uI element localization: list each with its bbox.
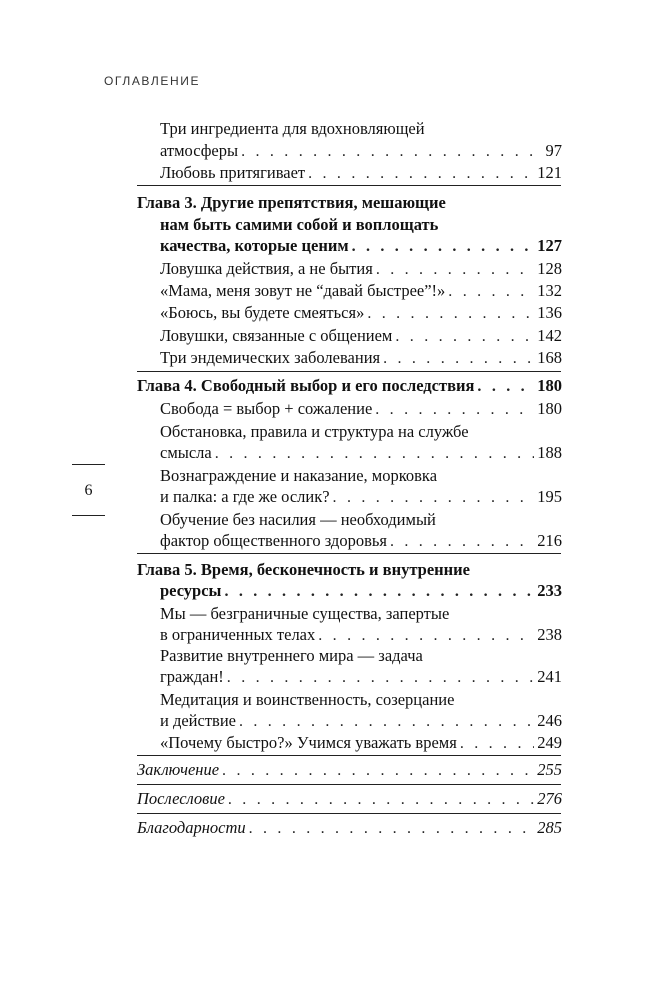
section-divider	[137, 813, 561, 814]
dot-leader	[224, 583, 534, 601]
page-number: 6	[84, 482, 93, 499]
toc-entry[interactable]	[160, 348, 562, 368]
toc-entry-line	[0, 603, 666, 625]
toc-page-number: 216	[537, 531, 562, 550]
toc-entry-title: и действие	[160, 711, 236, 730]
toc-entry[interactable]	[160, 625, 562, 645]
toc-entry-title: граждан!	[160, 667, 224, 686]
toc-entry[interactable]	[160, 487, 562, 507]
toc-entry-line	[0, 465, 666, 487]
toc-entry[interactable]	[160, 326, 562, 346]
section-divider	[137, 371, 561, 372]
running-head: ОГЛАВЛЕНИЕ	[104, 74, 201, 88]
toc-entry[interactable]	[160, 531, 562, 551]
toc-entry-line	[0, 118, 666, 140]
toc-entry-title: Ловушка действия, а не бытия	[160, 259, 373, 278]
chapter-heading-line	[0, 214, 666, 236]
chapter-entry[interactable]	[160, 581, 562, 601]
chapter-title: качества, которые ценим	[160, 236, 349, 255]
toc-entry-line	[0, 689, 666, 711]
chapter-heading-line	[0, 559, 666, 581]
toc-page-number: 97	[545, 141, 562, 160]
toc-entry-title: «Мама, меня зовут не “давай быстрее”!»	[160, 281, 446, 300]
toc-entry-title: Благодарности	[137, 818, 246, 837]
toc-entry-conclusion[interactable]	[137, 760, 562, 780]
dot-leader	[395, 328, 534, 346]
toc-page-number: 195	[537, 487, 562, 506]
toc-entry-title: Мы — безграничные существа, запертые	[160, 604, 450, 623]
dot-leader	[448, 283, 534, 301]
toc-entry-title: Послесловие	[137, 789, 225, 808]
dot-leader	[215, 445, 535, 463]
chapter-title: нам быть самими собой и воплощать	[160, 215, 439, 234]
chapter-title: Глава 5. Время, бесконечность и внутренние	[137, 560, 470, 579]
dot-leader	[376, 261, 534, 279]
toc-entry-line	[0, 509, 666, 531]
chapter-title: Глава 3. Другие препятствия, мешающие	[137, 193, 446, 212]
toc-page-number: 285	[537, 818, 562, 837]
dot-leader	[228, 791, 534, 809]
toc-page-number: 238	[537, 625, 562, 644]
section-divider	[137, 755, 561, 756]
toc-entry-title: Развитие внутреннего мира — задача	[160, 646, 423, 665]
toc-page-number: 249	[537, 733, 562, 752]
dot-leader	[222, 762, 534, 780]
toc-entry[interactable]	[160, 711, 562, 731]
toc-page-number: 121	[537, 163, 562, 182]
toc-entry-title: в ограниченных телах	[160, 625, 316, 644]
dot-leader	[375, 401, 534, 419]
toc-entry[interactable]	[160, 399, 562, 419]
chapter-entry[interactable]	[160, 236, 562, 256]
toc-entry-title: смысла	[160, 443, 212, 462]
section-divider	[137, 553, 561, 554]
toc-entry-title: «Боюсь, вы будете смеяться»	[160, 303, 365, 322]
toc-page-number: 180	[537, 399, 562, 418]
toc-page-number: 142	[537, 326, 562, 345]
chapter-title: Глава 4. Свободный выбор и его последствия	[137, 376, 475, 395]
toc-page-number: 128	[537, 259, 562, 278]
dot-leader	[477, 378, 534, 396]
toc-entry[interactable]	[160, 259, 562, 279]
section-divider	[137, 185, 561, 186]
dot-leader	[318, 627, 534, 645]
toc-entry-title: и палка: а где же ослик?	[160, 487, 330, 506]
toc-page-number: 255	[537, 760, 562, 779]
dot-leader	[239, 713, 534, 731]
dot-leader	[308, 165, 534, 183]
toc-page-number: 168	[537, 348, 562, 367]
chapter-entry[interactable]	[137, 376, 562, 396]
toc-page-number: 246	[537, 711, 562, 730]
section-divider	[137, 784, 561, 785]
toc-entry-title: Три ингредиента для вдохновляющей	[160, 119, 425, 138]
dot-leader	[333, 489, 535, 507]
dot-leader	[241, 143, 542, 161]
toc-entry[interactable]	[160, 443, 562, 463]
toc-entry-title: «Почему быстро?» Учимся уважать время	[160, 733, 457, 752]
toc-entry-title: фактор общественного здоровья	[160, 531, 387, 550]
dot-leader	[249, 820, 535, 838]
toc-entry[interactable]	[160, 141, 562, 161]
toc-entry-title: Ловушки, связанные с общением	[160, 326, 393, 345]
toc-entry-title: Три эндемических заболевания	[160, 348, 381, 367]
toc-entry-afterword[interactable]	[137, 789, 562, 809]
toc-entry-title: Обстановка, правила и структура на службе	[160, 422, 469, 441]
toc-entry-title: Заключение	[137, 760, 220, 779]
toc-page-number: 180	[537, 376, 562, 395]
toc-page-number: 188	[537, 443, 562, 462]
dot-leader	[390, 533, 534, 551]
toc-entry[interactable]	[160, 667, 562, 687]
toc-entry-title: атмосферы	[160, 141, 239, 160]
toc-page-number: 132	[537, 281, 562, 300]
dot-leader	[227, 669, 534, 687]
toc-entry-title: Вознаграждение и наказание, морковка	[160, 466, 438, 485]
toc-page-number: 276	[537, 789, 562, 808]
dot-leader	[352, 238, 535, 256]
toc-entry-title: Любовь притягивает	[160, 163, 306, 182]
toc-entry-title: Свобода = выбор + сожаление	[160, 399, 373, 418]
toc-entry-acknowledgements[interactable]	[137, 818, 562, 838]
dot-leader	[367, 305, 534, 323]
dot-leader	[383, 350, 534, 368]
toc-entry[interactable]	[160, 733, 562, 753]
toc-page-number: 136	[537, 303, 562, 322]
toc-page-number: 241	[537, 667, 562, 686]
toc-entry-line	[0, 645, 666, 667]
toc-page-number: 233	[537, 581, 562, 600]
toc-entry[interactable]	[160, 281, 562, 301]
toc-entry[interactable]	[160, 163, 562, 183]
toc-page-number: 127	[537, 236, 562, 255]
toc-entry[interactable]	[160, 303, 562, 323]
dot-leader	[460, 735, 534, 753]
toc-entry-line	[0, 421, 666, 443]
chapter-title: ресурсы	[160, 581, 222, 600]
toc-entry-title: Обучение без насилия — необходимый	[160, 510, 436, 529]
toc-entry-title: Медитация и воинственность, созерцание	[160, 690, 455, 709]
chapter-heading-line	[0, 192, 666, 214]
